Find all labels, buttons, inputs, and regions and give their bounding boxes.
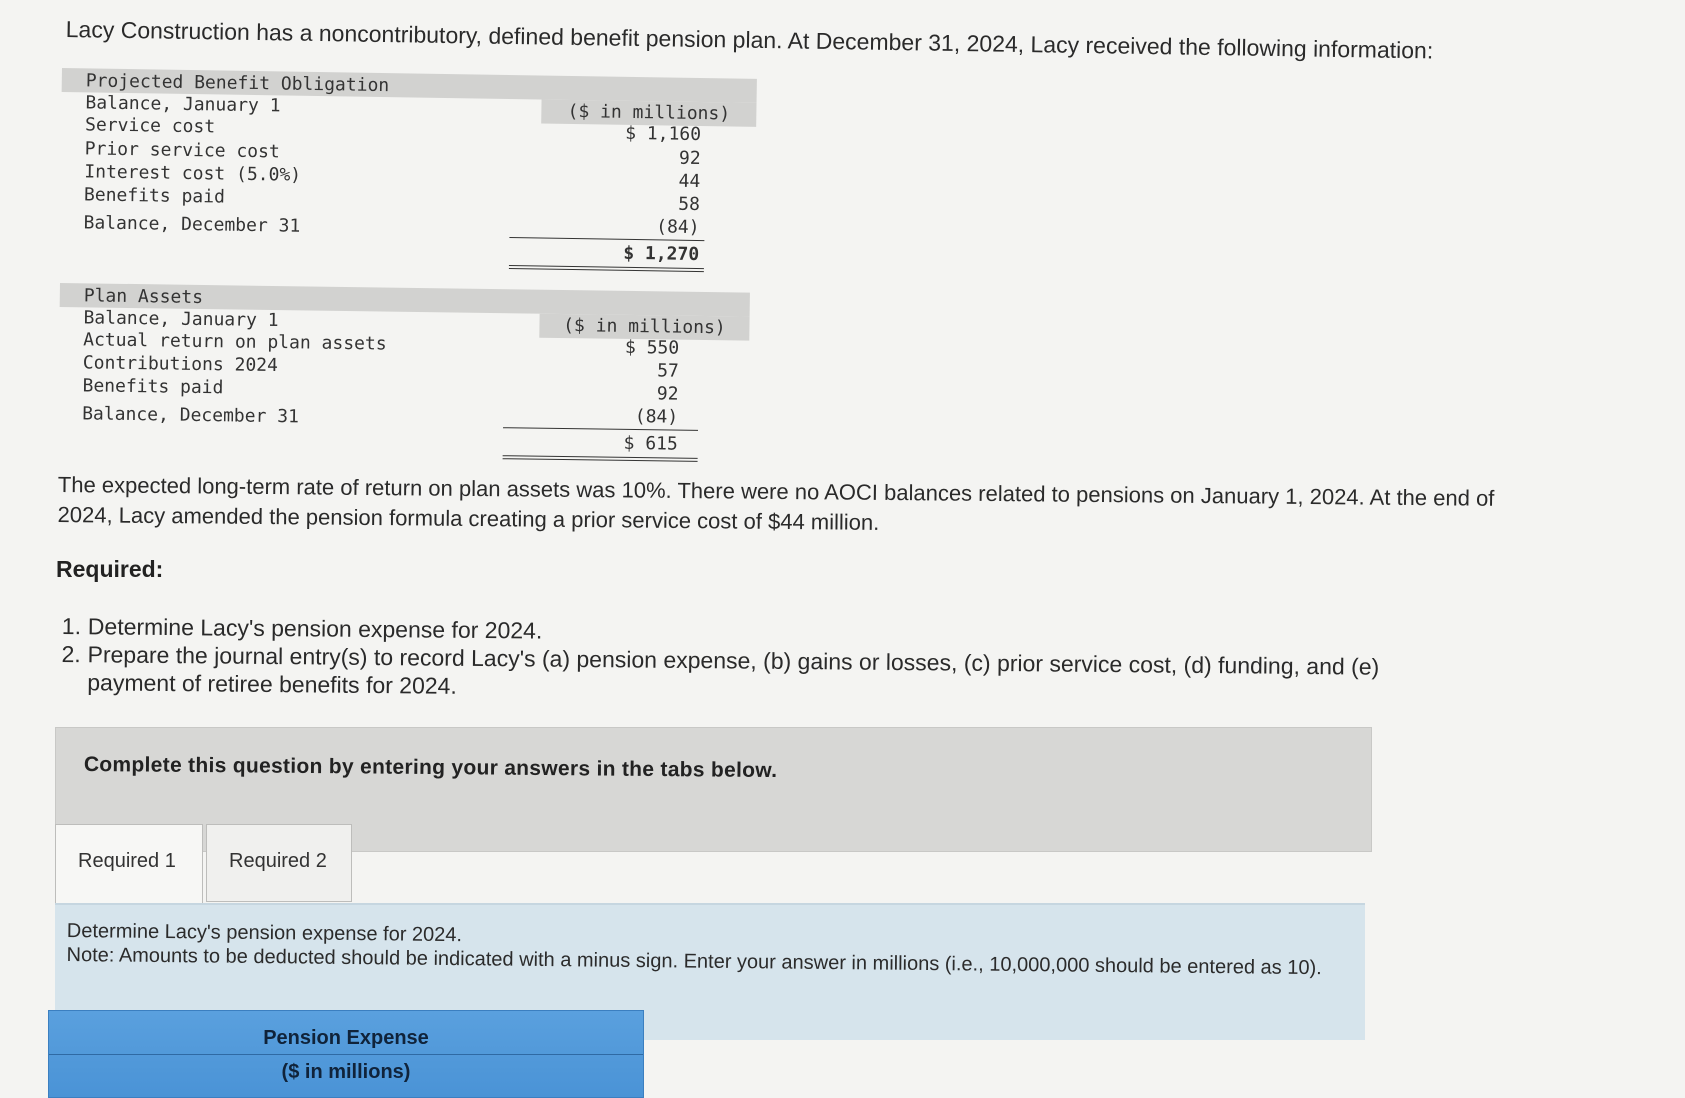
assets-table bbox=[57, 283, 759, 473]
pbo-table-title: Projected Benefit Obligation bbox=[85, 70, 390, 97]
requirements-list bbox=[61, 612, 1462, 709]
pbo-total-rule bbox=[509, 265, 704, 272]
required-heading: Required: bbox=[56, 556, 164, 582]
pbo-row-value: 44 bbox=[678, 170, 701, 193]
assets-table-title: Plan Assets bbox=[83, 285, 204, 308]
pbo-row-value: $ 1,160 bbox=[625, 122, 702, 146]
assumptions-paragraph: The expected long-term rate of return on plan assets was 10%. There were no AOCI balances related to pensions on January 1, 2024. At the end of 2024, Lacy amended the pension formula creating a prior service cost of $44 million. bbox=[57, 471, 1495, 535]
assets-total-value: $ 615 bbox=[623, 432, 678, 455]
assets-subtotal-rule bbox=[503, 427, 698, 431]
panel-prompt: Determine Lacy's pension expense for 2024. bbox=[66, 919, 463, 947]
requirement-number: 2. bbox=[61, 640, 81, 668]
requirement-text: Prepare the journal entry(s) to record Lacy's (a) pension expense, (b) gains or losses, (c) prior service cost, (d) funding, and (e) payment of retiree benefits for 2024. bbox=[87, 641, 1380, 699]
pbo-row-label: Prior service cost bbox=[84, 138, 280, 163]
panel-text bbox=[66, 919, 1346, 980]
pbo-row-label: Service cost bbox=[84, 114, 216, 138]
pbo-unit-label: ($ in millions) bbox=[541, 100, 756, 127]
requirement-text: Determine Lacy's pension expense for 2024. bbox=[87, 613, 543, 644]
pbo-table bbox=[59, 68, 762, 289]
pbo-row-value: (84) bbox=[656, 216, 700, 239]
assets-row-label: Contributions 2024 bbox=[82, 352, 279, 377]
pbo-total-label: Balance, December 31 bbox=[83, 212, 301, 237]
requirement-number: 1. bbox=[61, 612, 82, 640]
assets-row-label: Actual return on plan assets bbox=[83, 329, 387, 355]
answer-header-divider bbox=[49, 1054, 643, 1055]
answer-table-title: Pension Expense bbox=[263, 1027, 429, 1049]
assets-row-label: Balance, January 1 bbox=[83, 307, 279, 332]
assets-row-value: (84) bbox=[634, 406, 679, 428]
pbo-row-value: 92 bbox=[678, 147, 701, 170]
assets-row-value: 92 bbox=[656, 383, 679, 405]
instruction-text: Complete this question by entering your answers in the tabs below. bbox=[83, 753, 778, 783]
tab-required-1[interactable] bbox=[55, 824, 203, 903]
assets-total-label: Balance, December 31 bbox=[82, 403, 300, 428]
pbo-row-label: Interest cost (5.0%) bbox=[84, 161, 302, 186]
pbo-total-value: $ 1,270 bbox=[623, 242, 700, 266]
assets-unit-label: ($ in millions) bbox=[539, 314, 749, 341]
answer-table-unit: ($ in millions) bbox=[281, 1061, 411, 1083]
assets-total-rule bbox=[503, 455, 698, 462]
pbo-row-label: Benefits paid bbox=[83, 184, 226, 208]
tab-label: Required 2 bbox=[229, 850, 327, 872]
panel-note: Note: Amounts to be deducted should be indicated with a minus sign. Enter your answer in millions (i.e., 10,000,000 should be entered as 10). bbox=[66, 943, 1322, 980]
assets-row-value: 57 bbox=[656, 360, 679, 382]
pbo-row-value: 58 bbox=[678, 193, 701, 216]
tab-required-2[interactable] bbox=[206, 824, 352, 902]
pbo-row-label: Balance, January 1 bbox=[85, 92, 281, 117]
assets-row-label: Benefits paid bbox=[82, 375, 224, 399]
tab-label: Required 1 bbox=[78, 850, 176, 872]
answer-table-header bbox=[48, 1010, 644, 1098]
intro-text: Lacy Construction has a noncontributory, defined benefit pension plan. At December 31, 2024, Lacy received the following information: bbox=[65, 15, 1434, 64]
assets-row-value: $ 550 bbox=[624, 336, 680, 359]
